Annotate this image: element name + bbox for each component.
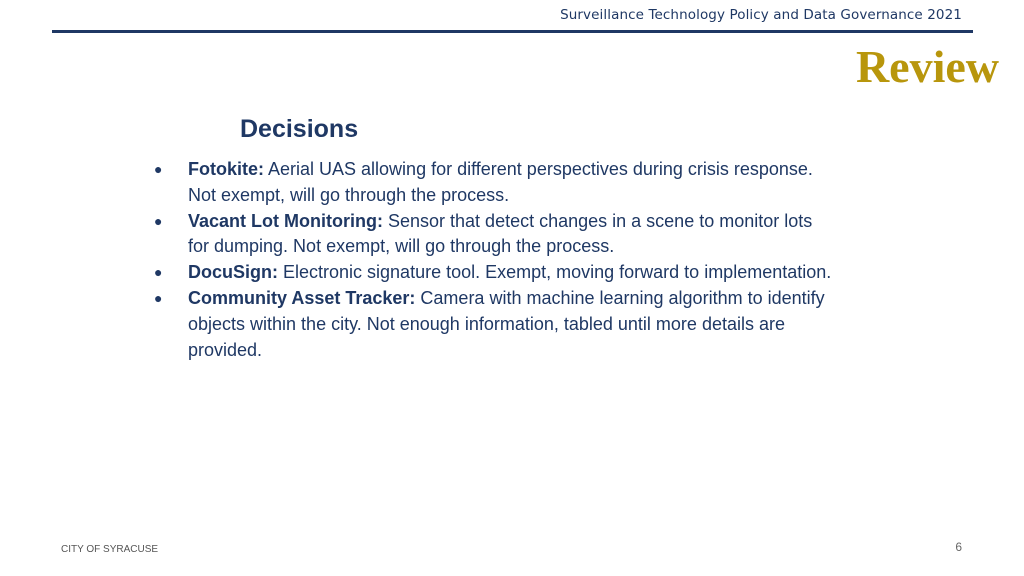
item-description: Aerial UAS allowing for different perspectives during crisis response. Not exempt, will go through the process.	[188, 159, 813, 205]
decision-list	[152, 157, 832, 363]
header-rule	[52, 30, 973, 33]
page-number: 6	[955, 540, 962, 554]
item-name: DocuSign:	[188, 262, 278, 283]
item-name: Vacant Lot Monitoring:	[188, 210, 383, 231]
list-item	[152, 157, 832, 209]
list-item	[152, 286, 832, 363]
list-item	[152, 209, 832, 261]
item-name: Fotokite:	[188, 159, 264, 179]
list-item	[152, 260, 832, 286]
bullet-icon: ●	[154, 161, 163, 177]
bullet-icon: ●	[154, 289, 163, 306]
item-description: Camera with machine learning algorithm to identify objects within the city. Not enough information, tabled until more details are provided.	[188, 287, 825, 360]
footer-organization: CITY OF SYRACUSE	[61, 544, 159, 555]
bullet-icon: ●	[154, 212, 163, 229]
section-title: Review	[855, 41, 999, 92]
item-description: Sensor that detect changes in a scene to monitor lots for dumping. Not exempt, will go through the process.	[188, 210, 813, 257]
item-description: Electronic signature tool. Exempt, moving forward to implementation.	[278, 262, 832, 283]
header-title: Surveillance Technology Policy and Data Governance 2021	[560, 7, 962, 23]
item-name: Community Asset Tracker:	[188, 287, 416, 308]
bullet-icon: ●	[154, 264, 163, 281]
section-heading: Decisions	[240, 115, 359, 143]
